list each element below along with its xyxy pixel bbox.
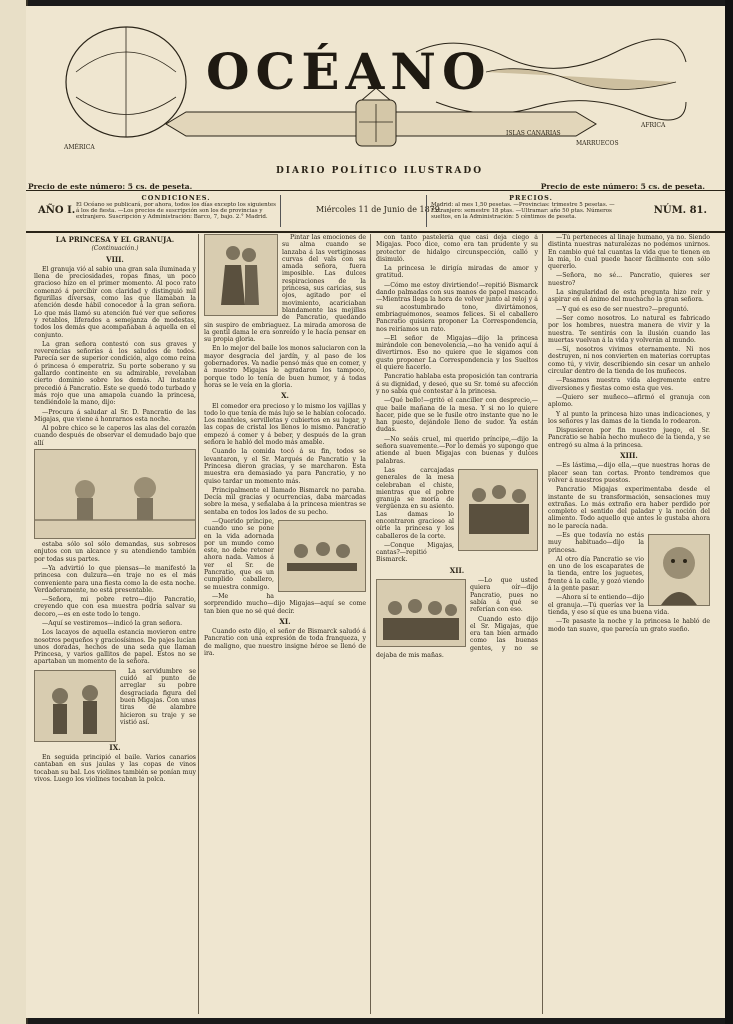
masthead — [56, 12, 696, 162]
paragraph: La princesa le dirigía miradas de amor y gratitud. — [376, 265, 538, 280]
column-2 — [204, 234, 366, 1014]
paragraph: Cuando esto dijo el Sr. Migajas, que era tan bien armado como las buenas gentes, y no se dejaba de mis mañas. — [376, 615, 538, 660]
scan-ruler — [725, 0, 733, 1024]
paragraph: La singularidad de esta pregunta hizo reír y aspirar en el ánimo del muchacho la gran señora. — [548, 289, 710, 304]
continuation-note: (Continuación.) — [91, 245, 139, 253]
paragraph: con tanto pastelería que casi deja ciego á Migajas. Poco dice, como era tan prudente y su protector de hidalgo circunspección, calló y disimuló. — [376, 234, 538, 263]
paragraph: —No seáis cruel, mi querido príncipe,—dijo la señora suavemente.—Por lo demás yo supongo que atiende al buen Migajas con buenas y dulces palabras. — [376, 435, 538, 465]
paragraph: —Ser como nosotros. Lo natural es fabricado por los hombres, nuestra manera de vivir y la nuestra. Te sentirás con la ilusión cuando las muertas vuelvan á la vida y volverán al mundo. — [548, 314, 710, 344]
illustration-dancing-couple — [204, 234, 278, 316]
illustration-figures — [34, 670, 116, 742]
column-1 — [34, 234, 196, 1014]
column-3 — [376, 234, 538, 1014]
illustration-ballroom — [34, 449, 196, 539]
paragraph: Pancratio Migajas experimentaba desde el instante de su transformación, sensaciones muy extrañas. Lo más extraño era haber perdido por completo el sentido del paladar y la noción del alimento. Todo aquello que antes le gustaba ahora no le parecía nada. — [548, 486, 710, 530]
paragraph: El comedor era precioso y lo mismo los vajillas y todo lo que tenía de más lujo se le habían colocado. Los manteles, servilletas y cubiertos en su lugar, y las copas de cristal los llenos lo mismo. Pancratio empezó á comer y á beber, y después de la gran señora le habló del modo más amable. — [204, 402, 366, 447]
paragraph: —Y qué es eso de ser nuestro?—preguntó. — [556, 305, 689, 313]
adjacent-page-edge — [0, 0, 28, 1024]
issue-date: Miércoles 11 de Junio de 1879. — [316, 205, 443, 214]
prices-box — [426, 195, 631, 227]
paragraph: Los lacayos de aquella estancia movieron entre nosotros pequeños y graciosísimos. De pajes lucían unos doradas, hechos de una seda que llaman Princesa, y varios gallitos de papel. Estos no se apartaban un momento de la señora. — [34, 629, 196, 666]
paragraph: Las carcajadas generales de la mesa celebraban el chiste, mientras que el pobre granuja se moría de vergüenza en su asiento. Las damas lo encontraron gracioso al oírle la princesa y los caballeros de la corte. — [376, 466, 454, 540]
paragraph: La servidumbre se cuidó al punto de arreglar su pobre desgraciada figura del buen Migajas. Con unas tiras de alambre hicieron su traje y se vistió así. — [120, 667, 196, 726]
paragraph: —Ahora sí te entiendo—dijo el granuja.—Tú querías ver la tienda, y eso sí que es una buena vida. — [548, 594, 670, 616]
paragraph: —Qué bello!—gritó el canciller con desprecio,—que baile mañana de la mesa. Y si no lo quiere hacer, pide que se le fusile otro instante que no le han puesto, dejándole lleno de sudor. Ya están dudas. — [376, 397, 538, 434]
paragraph: Al otro día Pancratio se vio en uno de los escaparates de la tienda, entre los juguetes, frente á la calle, y gozó viendo á la gente pasar. — [548, 555, 644, 593]
paragraph: —Lo que usted quiera oír—dijo Pancratio, pues no sabía á qué se referían con eso. — [470, 577, 538, 614]
chapter-heading: IX. — [109, 742, 121, 752]
paragraph: Al pobre chico se le caperos las alas del corazón cuando después de observar el demudado bajo que allí — [34, 425, 196, 447]
paragraph: Cuando esto dijo, el señor de Bismarck saludó á Pancratio con una expresión de toda franqueza, y de maligno, que nuestro insigne héroe se llenó de ira. — [204, 628, 366, 658]
newspaper-subtitle: DIARIO POLÍTICO ILUSTRADO — [276, 166, 484, 176]
paragraph: —Tú perteneces al linaje humano, ya no. Siendo distinta nuestras naturalezas no podemos unirnos. En cambio qué tal cuantas la vida que te tienen en la mía, lo cual puede hacer fácilmente con sólo quererlo. — [548, 234, 710, 271]
paragraph: —Señora, mi pobre retro—dijo Pancratio, creyendo que con esa muestra podría salvar su decoro,—es en este todo lo tengo. — [34, 596, 196, 618]
conditions-text: El Océano se publicará, por ahora, todos los días excepto los siguientes á los de fiesta. —Los precios de suscripción son los de provincias y extranjero. Suscripción y Administración: Barco, 7, bajo. 2.° Madrid. — [76, 202, 276, 220]
price-left: Precio de este número: 5 cs. de peseta. — [28, 182, 193, 191]
paragraph: —Me ha sorprendido mucho—dijo Migajas—aquí se come tan bien que no sé qué decir. — [204, 592, 366, 615]
paragraph: —Es lástima,—dijo ella,—que nuestras horas de placer sean tan cortas. Pronto tendremos que volver á nuestros puestos. — [548, 462, 710, 484]
paragraph: Y al punto la princesa hizo unas indicaciones, y los señores y las damas de la tienda lo rodearon. — [548, 410, 710, 425]
map-label-america: AMÉRICA — [64, 144, 95, 151]
paragraph: —El señor de Migajas—dijo la princesa mirándole con benevolencia,—no ha venido aquí á divertirnos. Eso no quiere que le sigamos con gusto proponer La Correspondencia y los Sueltos el quiere hacerlo. — [376, 334, 538, 372]
map-label-marruecos: MARRUECOS — [576, 140, 619, 147]
paragraph: —Cómo me estoy divirtiendo!—repitió Bismarck dando palmadas con sus manos de papel mascado.—Mientras llega la hora de volver junto al reloj y á su acostumbrado tono, divirtámonos, embriaguémonos, seamos felices. Si el caballero Pancratio quisiera proponer La Correspondencia, nos reiríamos un rato. — [376, 281, 538, 333]
map-label-africa: AFRICA — [641, 122, 666, 129]
paragraph: En lo mejor del baile los monos saluciaron con la mayor desgracia del jardín, y al paso de los gobernadores. Va nadie pensó más que en comer, y á nuestro Migajas le agradaron los tampoco, porque todo lo tenía de buen humor, y á todas horas se le veía en la gloria. — [204, 345, 366, 389]
price-right: Precio de este número: 5 cs. de peseta. — [540, 182, 705, 191]
year-label: AÑO I. — [38, 205, 76, 216]
issue-number: NÚM. 81. — [653, 205, 707, 216]
column-4 — [548, 234, 710, 1014]
article-columns — [26, 234, 725, 1014]
prices-title: PRECIOS. — [509, 195, 553, 202]
paragraph: —Ya advirtió lo que piensas—le manifestó la princesa con dulzura—en traje no es el más conveniente para una fiesta como la de esta noche. Verdaderamente, no está presentable. — [34, 564, 196, 594]
chapter-heading: VIII. — [106, 254, 124, 264]
chapter-heading: X. — [281, 391, 289, 401]
chapter-heading: XI. — [279, 616, 291, 626]
paragraph: —Procura á saludar al Sr. D. Pancratio de las Migajas, que viene á honrarnos esta noche. — [34, 408, 196, 423]
paragraph: estaba sólo sol sólo demandas, sus sobresos enjutos con un alcance y su atendiendo también por todas sus partes. — [34, 541, 196, 563]
illustration-boy-portrait — [648, 534, 710, 606]
paragraph: —Quiero ser muñeco—afirmó el granuja con aplomo. — [548, 393, 710, 409]
article-title: LA PRINCESA Y EL GRANUJA. — [55, 235, 175, 244]
paragraph: —Te pasaste la noche y la princesa le habló de modo tan suave, que parecía un grato sueño. — [548, 618, 710, 633]
paragraph: —Aquí se vestiremos—indicó la gran señora. — [42, 619, 183, 627]
paragraph: El granuja vió al sabio una gran sala iluminada y llena de preciosidades, ropas finas, un poco gracioso hizo en el primer momento. Al poco rato comenzó á percibir con claridad y distinguió mil figurillas diversas, como las que llamaban la atención desde hábil conocedor á la gran señora. Lo que más llamó su atención fué ver que señores y retablos, liferados a semejanza de modestas, todos los demás que acompañaban á aquella en el conjunto. — [34, 265, 196, 339]
illustration-musicians — [458, 469, 538, 551]
paragraph: —Querido príncipe, cuando uno se pone en la vida adornada por un mundo como este, no debe retener ahora nada. Vamos á ver el Sr. de Pancratio, que es un cumplido caballero, se muestra conmigo. — [204, 517, 274, 591]
conditions-title: CONDICIONES. — [141, 195, 211, 202]
chapter-heading: XIII. — [620, 451, 638, 461]
info-bar — [26, 190, 725, 233]
illustration-banquet — [278, 520, 366, 592]
paragraph: La gran señora contestó con sus graves y reverencias señorías á los saludos de todos. Parecía ser de superior condición, algo como reina ó princesa ó emperatriz. Su porte soberano y su gallardo continente en su admirable, revelaban cierto dominio sobre los demás. Al instante precedió á Pancratio. Este se quedó todo turbado y más rojo que una amapola cuando la princesa, tendiéndole la mano, dijo: — [34, 340, 196, 407]
paragraph: Dispusieron por fin nuestro juego, el Sr. Pancratio se había hecho muñeco de la tienda, y se entregó su alma á la princesa. — [548, 427, 710, 449]
map-label-canarias: ISLAS CANARIAS — [506, 130, 561, 137]
paragraph: En seguida principió el baile. Varios canarios cantaban en sus jaulas y las copas de vinos tocaban su bal. Los violines también se ponían muy vivos. Luego los violines tocaban la polca. — [34, 754, 196, 783]
chapter-heading: XII. — [449, 565, 465, 575]
paragraph: Principalmente el llamado Bismarck no paraba. Decía mil gracias y ocurrencias, daba marcadas sobre la mesa, y señalaba á la princesa mientras se sentaba en todos los lados de su pecho. — [204, 486, 366, 516]
paragraph: —Conque Migajas, cantas?—repitió Bismarck. — [376, 541, 454, 564]
paragraph: —Es que todavía no estás muy habituado—dijo la princesa. — [548, 531, 644, 554]
paragraph: Pancratio hablaba esta proposición tan contraria á su dignidad, y deseó, que su Sr. tomé su afección y no sabía qué contestar á la princesa. — [376, 373, 538, 395]
paragraph: Cuando la comida tocó á su fin, todos se levantaron, y el Sr. Marqués de Pancratio y la Princesa dieron gracias, y se marcharon. Esta muestra era demasiado ya para Pancratio, y no quiso tardar un momento más. — [204, 448, 366, 485]
illustration-crowd — [376, 579, 466, 647]
conditions-box — [76, 195, 281, 227]
newspaper-title: OCÉANO — [206, 42, 492, 101]
newspaper-page — [26, 6, 725, 1018]
prices-text: Madrid: al mes 1,50 pesetas. —Provincias: trimestre 5 pesetas. —Extranjero: semestre 18 ptas. —Ultramar: año 50 ptas. Números sueltos, en la Administración: 5 céntimos de peseta. — [431, 202, 615, 220]
paragraph: Pintar las emociones de su alma cuando se lanzaba á las vertiginosas curvas del vals con su amada señora, fuera imposible. Las dulces respiraciones de la princesa, sus caricias, sus ojos, agitado por el movimiento, acariciaban blandamente las mejillas de Pancratio, quedando sin suspiro de embriaguez. La mirada amorosa de la gentil dama le era sonreído y le hacía pensar en su propia gloria. — [204, 234, 366, 344]
paragraph: —Pasamos nuestra vida alegremente entre diversiones y fiestas como esta que ves. — [548, 377, 710, 392]
paragraph: —Sí, nosotros vivimos eternamente. Ni nos destruyen, ni nos convierten en materias corruptas como tú, y vivir, describiendo sin cesar un anhelo circular dentro de la tienda de los muñecos. — [548, 346, 710, 376]
paragraph: —Señora, no sé... Pancratio, quieres ser nuestro? — [548, 272, 710, 287]
